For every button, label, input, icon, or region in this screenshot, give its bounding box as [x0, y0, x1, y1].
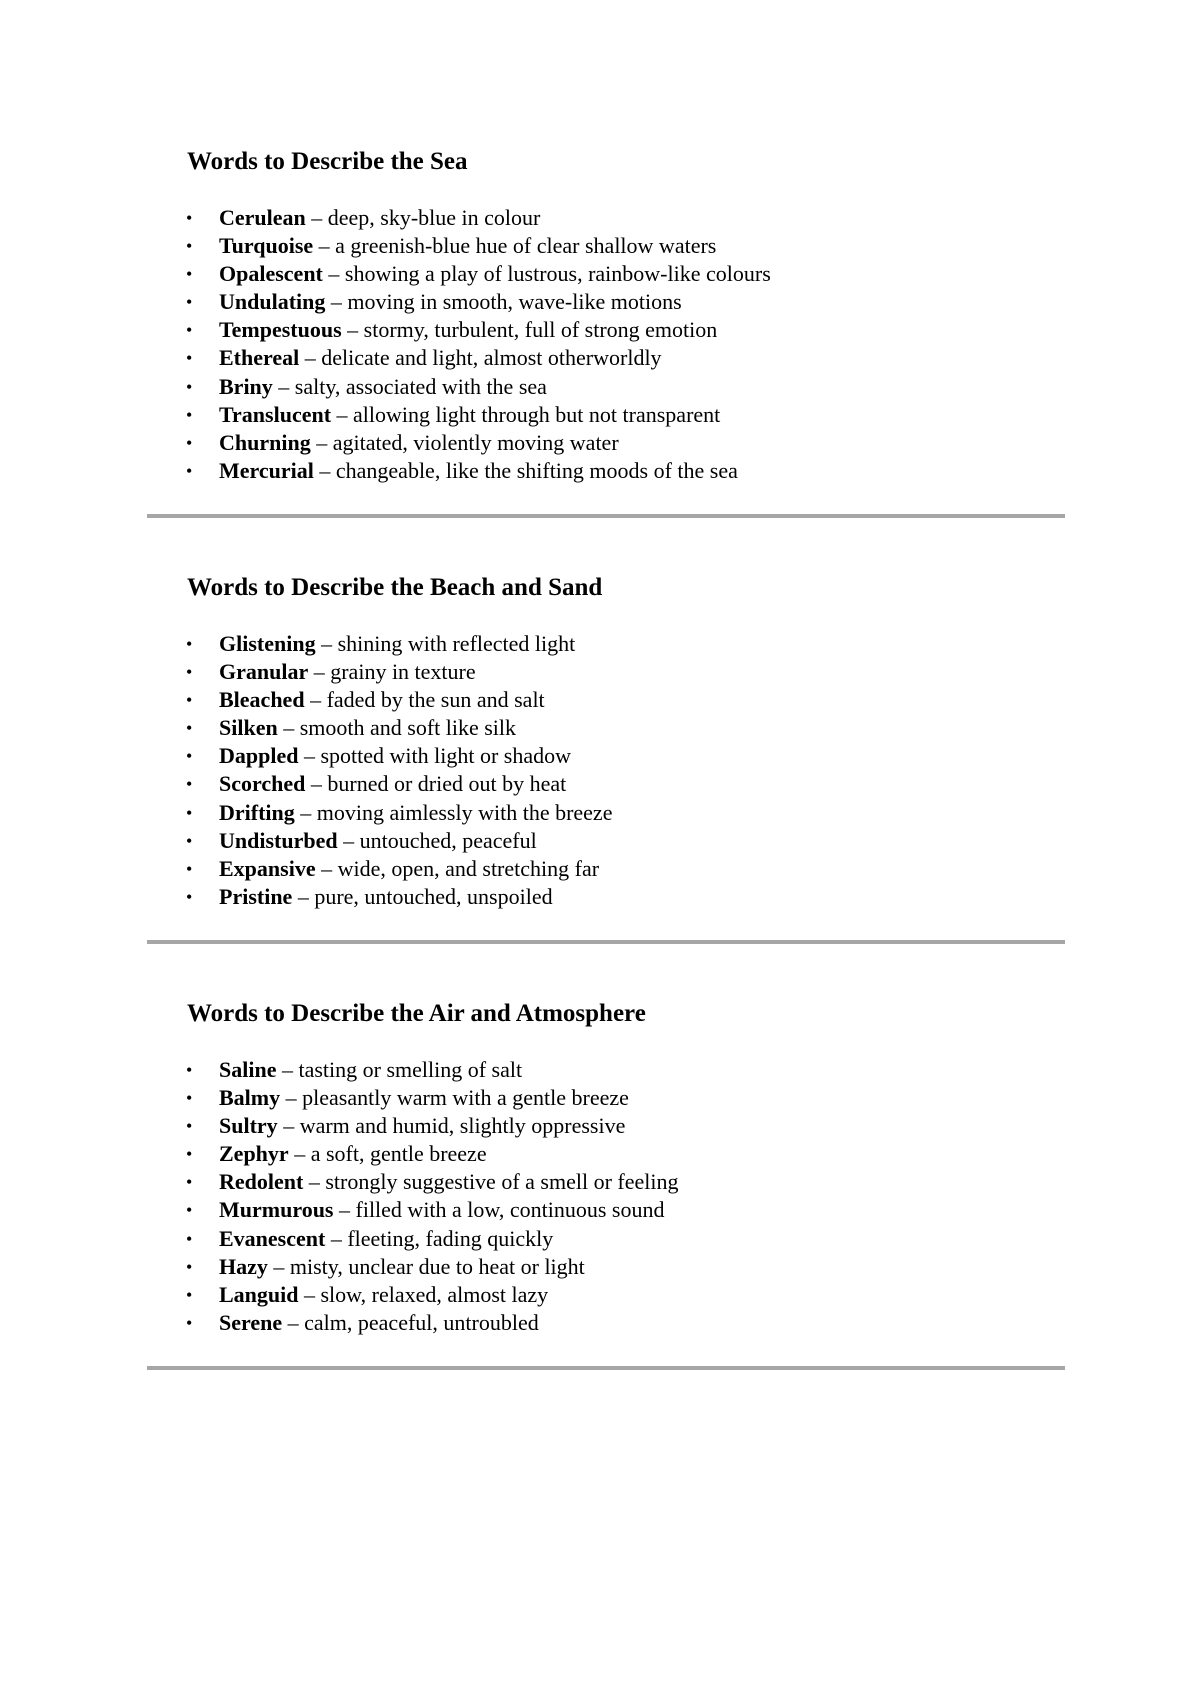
- list-item: [186, 401, 771, 429]
- list-item: [186, 316, 771, 344]
- bullet-icon: •: [186, 1284, 193, 1305]
- bullet-icon: •: [186, 858, 193, 879]
- term: Undulating: [219, 289, 326, 315]
- list-item: [186, 1112, 678, 1140]
- bullet-icon: •: [186, 432, 193, 453]
- bullet-icon: •: [186, 662, 193, 683]
- term: Drifting: [219, 799, 295, 825]
- term: Briny: [219, 373, 273, 399]
- term: Glistening: [219, 631, 316, 656]
- term: Opalescent: [219, 261, 323, 287]
- list-item: [186, 1056, 678, 1084]
- section-title: Words to Describe the Sea: [187, 148, 468, 175]
- list-item: [186, 288, 771, 316]
- bullet-icon: •: [186, 886, 193, 907]
- list-item: [186, 714, 612, 742]
- term: Zephyr: [219, 1141, 289, 1167]
- definition: – moving aimlessly with the breeze: [294, 799, 613, 825]
- list-item: [186, 855, 612, 883]
- list-item: [186, 827, 612, 855]
- definition: – salty, associated with the sea: [272, 373, 547, 399]
- list-item: [186, 1168, 678, 1196]
- term: Ethereal: [219, 345, 300, 371]
- bullet-icon: •: [186, 1312, 193, 1333]
- bullet-icon: •: [186, 830, 193, 851]
- definition: – agitated, violently moving water: [310, 429, 619, 455]
- definition: – tasting or smelling of salt: [276, 1057, 523, 1082]
- term: Languid: [219, 1281, 299, 1307]
- term: Balmy: [219, 1085, 281, 1111]
- term: Scorched: [219, 771, 306, 797]
- definition: – delicate and light, almost otherworldly: [299, 345, 662, 371]
- list-item: [186, 373, 771, 401]
- term: Hazy: [219, 1253, 268, 1279]
- definition: – burned or dried out by heat: [305, 771, 567, 797]
- term: Tempestuous: [219, 317, 342, 343]
- term: Undisturbed: [219, 827, 338, 853]
- bullet-icon: •: [186, 690, 193, 711]
- term: Turquoise: [219, 233, 314, 259]
- bullet-icon: •: [186, 1200, 193, 1221]
- term: Granular: [219, 659, 309, 685]
- list-item: [186, 204, 771, 232]
- term: Pristine: [219, 883, 293, 909]
- definition: – calm, peaceful, untroubled: [282, 1309, 539, 1335]
- term: Expansive: [219, 855, 316, 881]
- definition: – a soft, gentle breeze: [288, 1141, 487, 1167]
- definition: – filled with a low, continuous sound: [333, 1197, 665, 1223]
- list-item: [186, 232, 771, 260]
- term: Murmurous: [219, 1197, 334, 1223]
- list-item: [186, 457, 771, 485]
- term: Dappled: [219, 743, 299, 769]
- term: Sultry: [219, 1113, 278, 1139]
- definition: – pure, untouched, unspoiled: [292, 883, 553, 909]
- definition: – faded by the sun and salt: [304, 687, 545, 713]
- list-item: [186, 630, 612, 658]
- definition: – showing a play of lustrous, rainbow-like colours: [322, 261, 771, 287]
- list-item: [186, 1281, 678, 1309]
- term: Bleached: [219, 687, 305, 713]
- term: Evanescent: [219, 1225, 326, 1251]
- bullet-icon: •: [186, 774, 193, 795]
- term: Translucent: [219, 401, 332, 427]
- definition: – untouched, peaceful: [337, 827, 537, 853]
- bullet-icon: •: [186, 1116, 193, 1137]
- list-item: [186, 1140, 678, 1168]
- list-item: [186, 1225, 678, 1253]
- definition: – deep, sky-blue in colour: [305, 205, 541, 230]
- definition: – strongly suggestive of a smell or feeling: [303, 1169, 679, 1195]
- bullet-icon: •: [186, 1228, 193, 1249]
- definition: – moving in smooth, wave-like motions: [325, 289, 682, 315]
- definition: – changeable, like the shifting moods of the sea: [313, 457, 738, 483]
- list-item: [186, 1253, 678, 1281]
- bullet-icon: •: [186, 1144, 193, 1165]
- definition: – allowing light through but not transparent: [331, 401, 721, 427]
- bullet-icon: •: [186, 1088, 193, 1109]
- definition: – smooth and soft like silk: [277, 715, 517, 741]
- list-item: [186, 1309, 678, 1337]
- term: Serene: [219, 1309, 283, 1335]
- list-item: [186, 742, 612, 770]
- bullet-icon: •: [186, 802, 193, 823]
- definition: – wide, open, and stretching far: [315, 855, 600, 881]
- bullet-icon: •: [186, 236, 193, 257]
- word-list: [186, 1056, 678, 1337]
- definition: – spotted with light or shadow: [298, 743, 572, 769]
- section-title: Words to Describe the Air and Atmosphere: [187, 1000, 646, 1027]
- list-item: [186, 344, 771, 372]
- definition: – shining with reflected light: [315, 631, 576, 656]
- section-divider: [147, 940, 1065, 944]
- definition: – stormy, turbulent, full of strong emotion: [341, 317, 718, 343]
- definition: – slow, relaxed, almost lazy: [298, 1281, 549, 1307]
- bullet-icon: •: [186, 718, 193, 739]
- list-item: [186, 883, 612, 911]
- bullet-icon: •: [186, 208, 193, 228]
- definition: – grainy in texture: [308, 659, 476, 685]
- term: Churning: [219, 429, 311, 455]
- definition: – fleeting, fading quickly: [325, 1225, 554, 1251]
- definition: – warm and humid, slightly oppressive: [277, 1113, 626, 1139]
- list-item: [186, 260, 771, 288]
- term: Silken: [219, 715, 278, 741]
- bullet-icon: •: [186, 348, 193, 369]
- bullet-icon: •: [186, 264, 193, 285]
- word-list: [186, 630, 612, 911]
- bullet-icon: •: [186, 376, 193, 397]
- list-item: [186, 1196, 678, 1224]
- term: Saline: [219, 1057, 277, 1082]
- bullet-icon: •: [186, 746, 193, 767]
- term: Cerulean: [219, 205, 306, 230]
- definition: – a greenish-blue hue of clear shallow waters: [313, 233, 717, 259]
- term: Mercurial: [219, 457, 314, 483]
- word-list: [186, 204, 771, 485]
- bullet-icon: •: [186, 634, 193, 654]
- section-title: Words to Describe the Beach and Sand: [187, 574, 603, 601]
- list-item: [186, 1084, 678, 1112]
- bullet-icon: •: [186, 1060, 193, 1080]
- list-item: [186, 658, 612, 686]
- bullet-icon: •: [186, 292, 193, 313]
- section-divider: [147, 514, 1065, 518]
- bullet-icon: •: [186, 460, 193, 481]
- list-item: [186, 686, 612, 714]
- definition: – misty, unclear due to heat or light: [267, 1253, 585, 1279]
- list-item: [186, 770, 612, 798]
- list-item: [186, 429, 771, 457]
- bullet-icon: •: [186, 320, 193, 341]
- definition: – pleasantly warm with a gentle breeze: [280, 1085, 629, 1111]
- term: Redolent: [219, 1169, 304, 1195]
- bullet-icon: •: [186, 404, 193, 425]
- list-item: [186, 799, 612, 827]
- bullet-icon: •: [186, 1172, 193, 1193]
- section-divider: [147, 1366, 1065, 1370]
- bullet-icon: •: [186, 1256, 193, 1277]
